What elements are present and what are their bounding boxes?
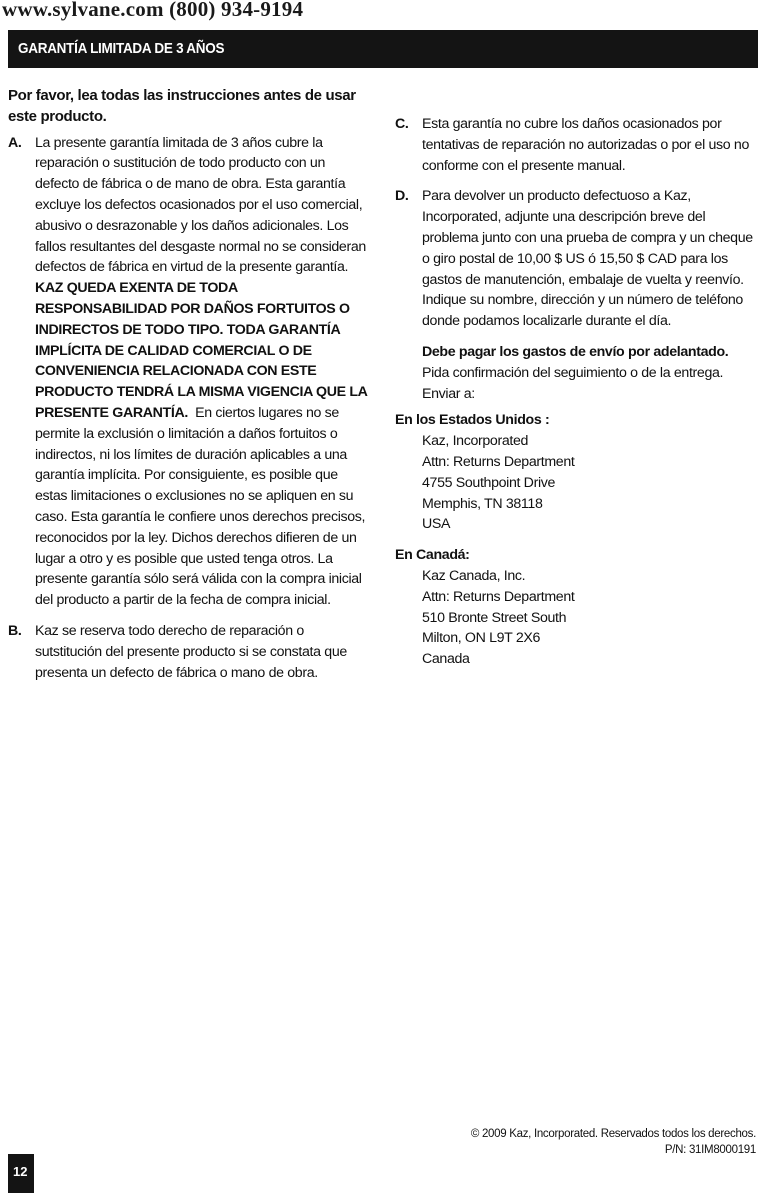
tracking-line: Pida confirmación del seguimiento o de la entrega. (422, 364, 724, 381)
site-contact-header: www.sylvane.com (800) 934-9194 (2, 0, 304, 21)
page-number: 12 (13, 1164, 28, 1179)
usa-address (395, 431, 758, 535)
address-line: Kaz Canada, Inc. (422, 567, 526, 584)
liability-disclaimer: KAZ QUEDA EXENTA DE TODA RESPONSABILIDAD POR DAÑOS FORTUITOS O INDIRECTOS DE TODO TIPO. TODA GARANTÍA IMPLÍCITA DE CALIDAD COMERCIAL O DE CONVENIENCIA RELACIONADA CON ESTE PRODUCTO TENDRÁ LA MISMA VIGENCIA QUE LA PRESENTE GARANTÍA. (35, 280, 368, 421)
shipping-notice: Debe pagar los gastos de envío por adelantado. (422, 343, 729, 360)
warranty-item-d (395, 186, 758, 332)
shipping-block (395, 342, 758, 404)
page-number-tab (8, 1154, 34, 1193)
address-line: Attn: Returns Department (422, 588, 575, 605)
item-a-body (35, 133, 368, 611)
address-line: 4755 Southpoint Drive (422, 474, 556, 491)
item-c-text: Esta garantía no cubre los daños ocasionados por tentativas de reparación no autorizadas o por el uso no conforme con el presente manual. (422, 116, 749, 174)
section-title: GARANTÍA LIMITADA DE 3 AÑOS (18, 40, 225, 57)
canada-address (395, 566, 758, 670)
section-title-bar (8, 30, 758, 68)
item-letter: A. (8, 134, 22, 151)
intro-text: Por favor, lea todas las instrucciones antes de usar este producto. (8, 87, 356, 125)
right-column (395, 114, 758, 680)
warranty-item-b (8, 621, 368, 683)
address-line: USA (422, 516, 451, 533)
item-b-text: Kaz se reserva todo derecho de reparación o sutstitución del presente producto si se constata que presenta un defecto de fábrica o mano de obra. (35, 622, 347, 681)
address-line: 510 Bronte Street South (422, 609, 567, 626)
send-to-label: Enviar a: (422, 385, 475, 402)
left-column (8, 86, 368, 693)
warranty-item-c (395, 114, 758, 176)
copyright-notice: © 2009 Kaz, Incorporated. Reservados todos los derechos. (470, 1128, 756, 1140)
footer (471, 1126, 756, 1158)
part-number: P/N: 31IM8000191 (664, 1144, 756, 1156)
item-letter: C. (395, 116, 409, 132)
address-line: Canada (422, 651, 470, 668)
address-line: Memphis, TN 38118 (422, 495, 543, 512)
item-a-text: La presente garantía limitada de 3 años cubre la reparación o sustitución de todo producto con un defecto de fábrica o de mano de obra. Esta garantía excluye los defectos ocasionados por el uso comercial, abusivo o desrazonable y los daños adicionales. Los fallos resultantes del desgaste normal no se consideran defectos de fábrica en virtud de la presente garantía. (35, 134, 366, 276)
canada-heading: En Canadá: (395, 547, 470, 564)
warranty-item-a (8, 133, 368, 611)
usa-heading: En los Estados Unidos : (395, 412, 550, 429)
address-line: Attn: Returns Department (422, 453, 575, 470)
item-letter: B. (8, 622, 22, 639)
item-a-text-continued: En ciertos lugares no se permite la exclusión o limitación a daños fortuitos o indirectos, ni los límites de duración aplicables a una garantía implícita. Por consiguiente, es posible que estas limitaciones o exclusiones no se apliquen en su caso. Esta garantía le confiere unos derechos precisos, reconocidos por la ley. Dichos derechos difieren de un lugar a otro y es posible que usted tenga otros. La presente garantía sólo será válida con la compra inicial del producto a partir de la fecha de compra inicial. (35, 404, 366, 609)
item-letter: D. (395, 188, 409, 205)
item-d-text: Para devolver un producto defectuoso a Kaz, Incorporated, adjunte una descripción breve del problema junto con una prueba de compra y un cheque o giro postal de 10,00 $ US ó 15,50 $ CAD para los gastos de manutención, embalaje de vuelta y reenvío. Indique su nombre, dirección y un número de teléfono donde podamos localizarle durante el día. (422, 188, 753, 330)
address-line: Kaz, Incorporated (422, 433, 529, 450)
address-line: Milton, ON L9T 2X6 (422, 630, 541, 647)
